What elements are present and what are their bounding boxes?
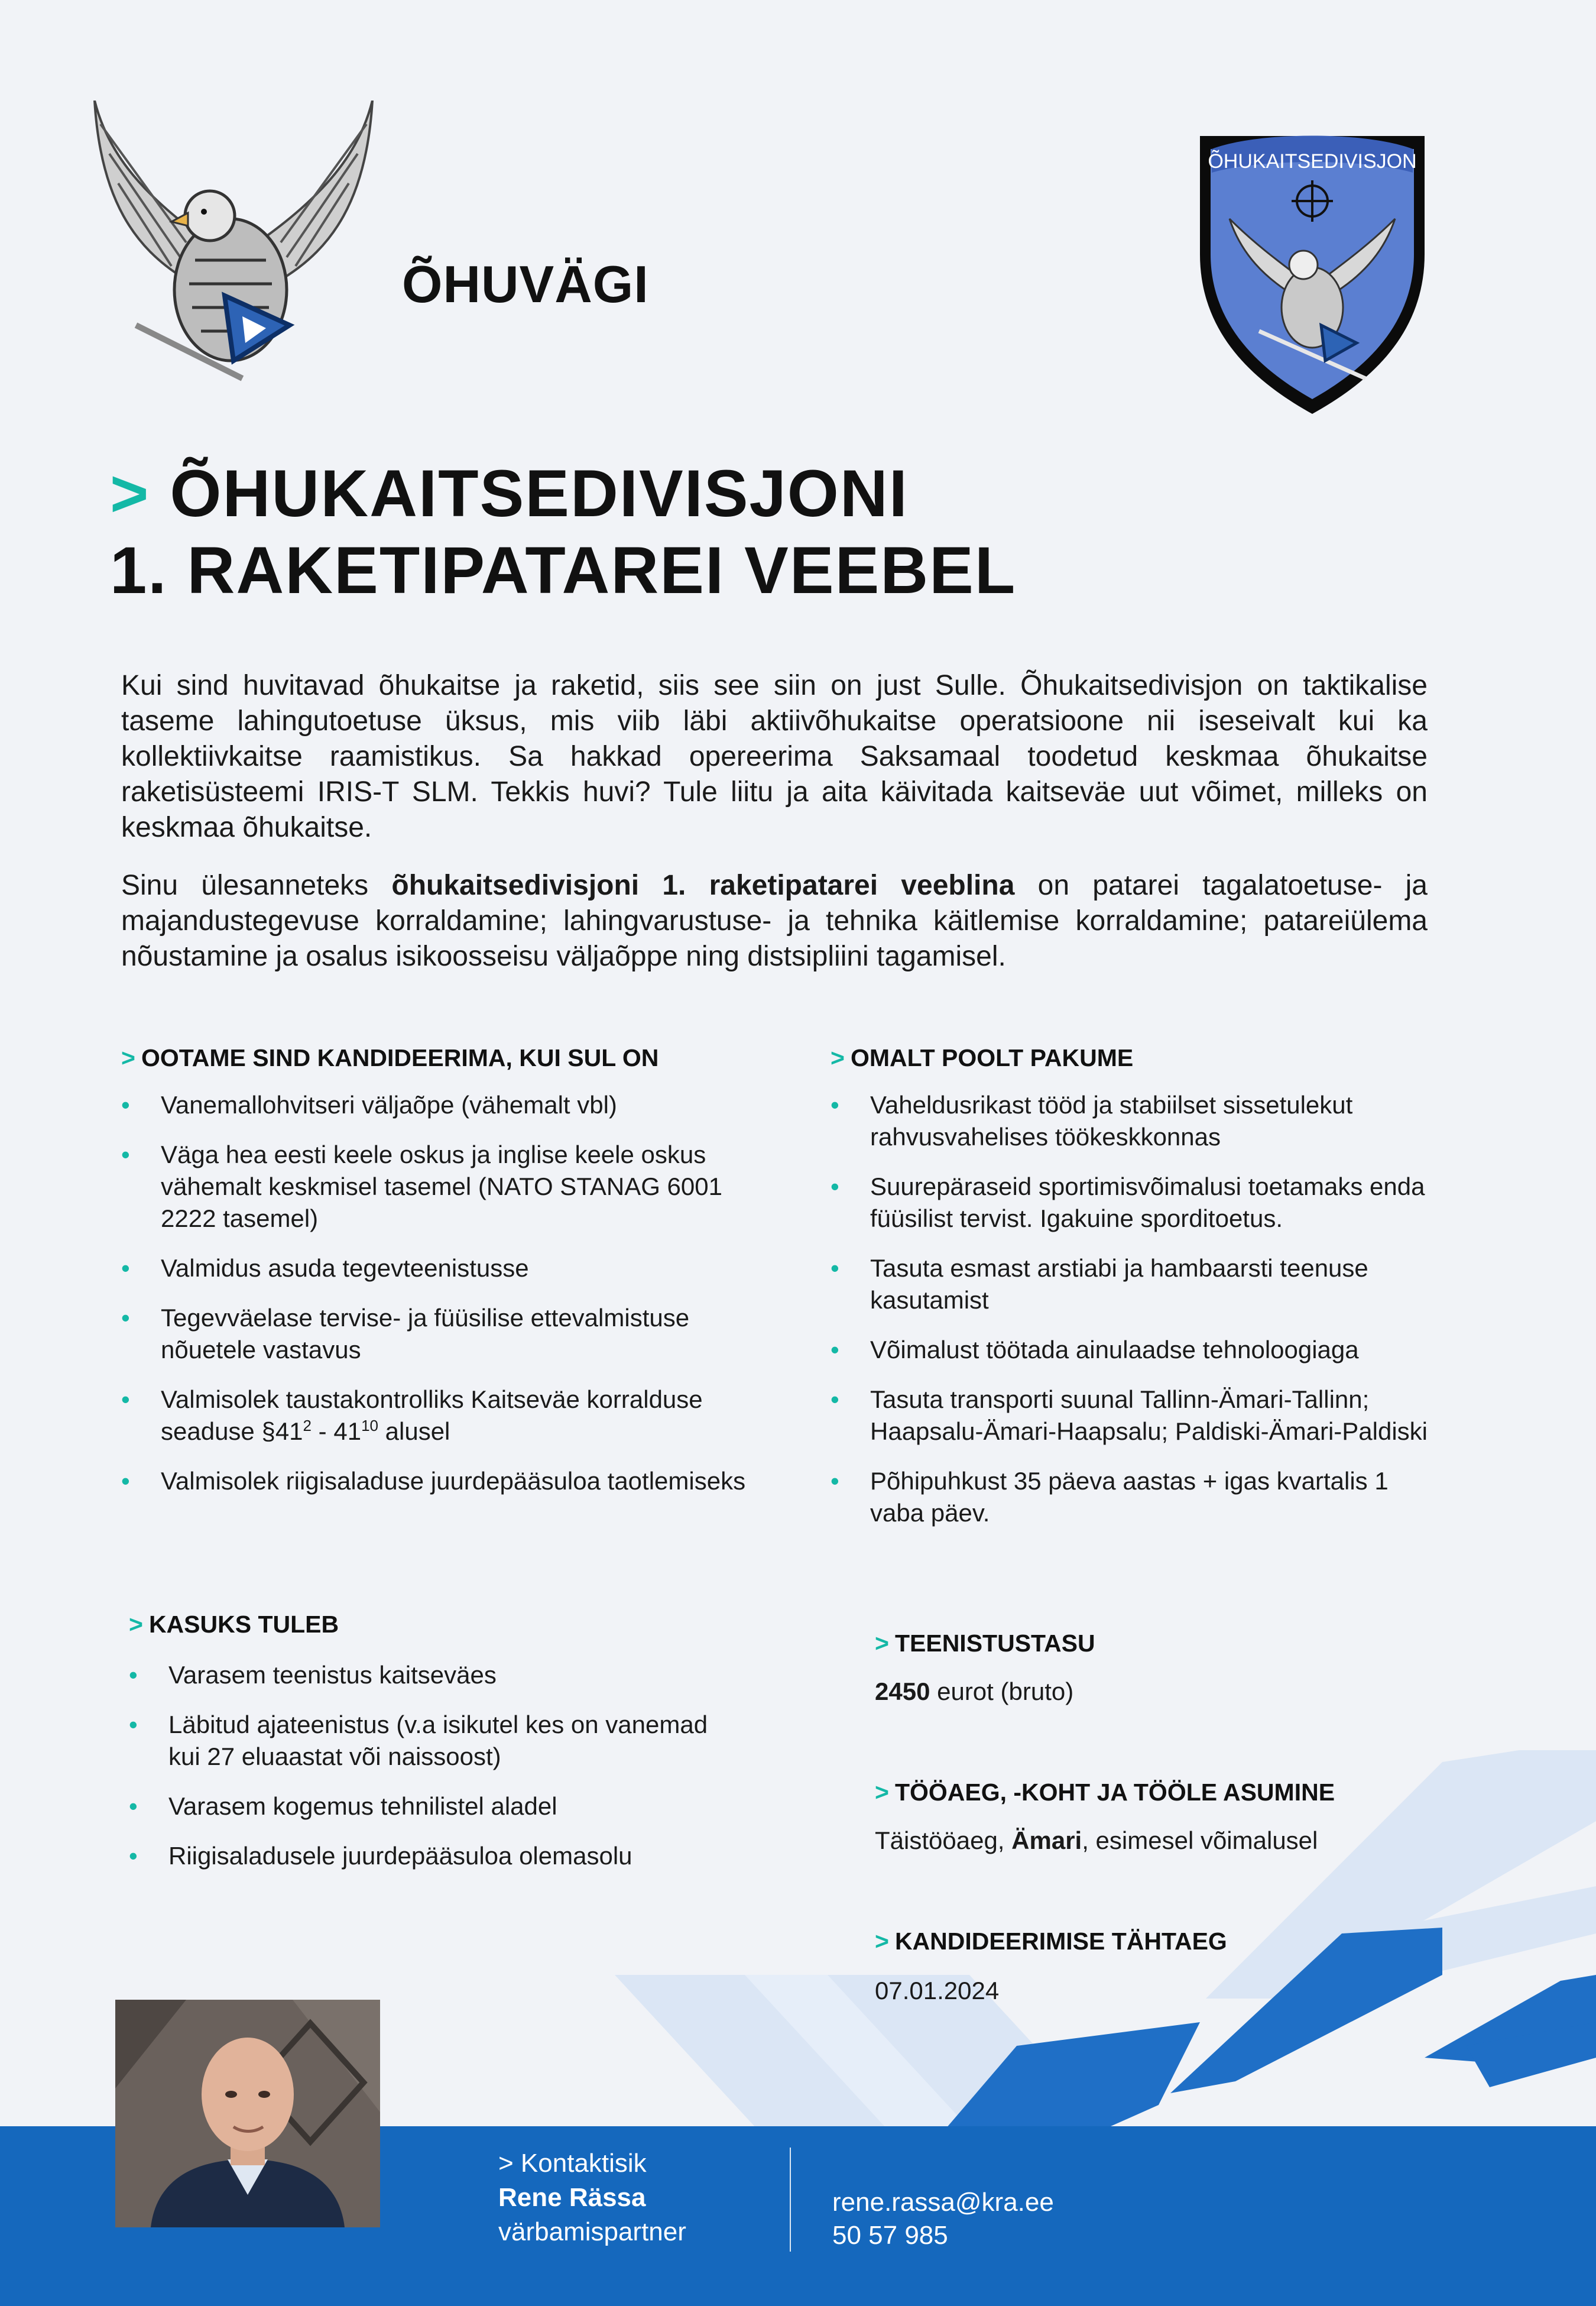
bullet-dot-icon: • [121, 1304, 130, 1332]
worktime-pre: Täistööaeg, [875, 1826, 1012, 1854]
offer-heading-text: OMALT POOLT PAKUME [850, 1044, 1134, 1071]
worktime-value [875, 1825, 1318, 1857]
air-defence-division-badge [1188, 124, 1436, 420]
salary-amount: 2450 [875, 1677, 930, 1705]
heading-arrow: > [875, 1779, 889, 1806]
list-item [831, 1171, 1428, 1235]
list-item [129, 1840, 732, 1872]
heading-arrow: > [129, 1611, 143, 1638]
job-title-line-1 [110, 455, 1470, 532]
air-force-eagle-emblem [83, 101, 384, 408]
requirements-heading-text: OOTAME SIND KANDIDEERIMA, KUI SUL ON [141, 1044, 659, 1071]
list-item-text: Varasem teenistus kaitseväes [168, 1661, 497, 1689]
salary-unit: eurot (bruto) [930, 1677, 1074, 1705]
intro-2-end: on patarei tagalatoetuse- ja majandustegevuse korraldamine; lahingvarustuse- ja tehnika käitlemise korraldamine; patareiülema nõustamine ja osalus isikoosseisu väljaõppe ning distsipliini tagamisel. [121, 870, 1428, 972]
heading-arrow: > [875, 1630, 889, 1657]
contact-phone[interactable]: 50 57 985 [832, 2221, 948, 2250]
list-item-text: Varasem kogemus tehnilistel aladel [168, 1792, 557, 1820]
list-item [121, 1302, 783, 1366]
list-item [121, 1139, 783, 1235]
bullet-dot-icon: • [121, 1467, 130, 1495]
list-item-text: Vaheldusrikast tööd ja stabiilset sissetulekut rahvusvahelises töökeskkonnas [870, 1091, 1353, 1151]
heading-arrow: > [121, 1044, 135, 1071]
item-5-sup-b: 10 [361, 1417, 378, 1434]
list-item [831, 1384, 1428, 1447]
bullet-dot-icon: • [831, 1336, 839, 1363]
bullet-dot-icon: • [831, 1173, 839, 1200]
list-item-text: Riigisaladusele juurdepääsuloa olemasolu [168, 1842, 632, 1870]
list-item [129, 1709, 732, 1773]
list-item-text [161, 1385, 703, 1445]
list-item-text: Väga hea eesti keele oskus ja inglise keele oskus vähemalt keskmisel tasemel (NATO STANAG 6001 2222 tasemel) [161, 1141, 722, 1232]
advantage-list [129, 1659, 732, 1890]
intro-paragraph-2 [121, 868, 1428, 974]
bullet-dot-icon: • [121, 1141, 130, 1168]
salary-heading-text: TEENISTUSTASU [894, 1630, 1095, 1657]
list-item [129, 1659, 732, 1691]
list-item [129, 1790, 732, 1822]
item-5-text-a: Valmisolek taustakontrolliks Kaitseväe korralduse seaduse §41 [161, 1385, 703, 1445]
title-line-1-text: ÕHUKAITSEDIVISJONI [170, 456, 909, 530]
bullet-dot-icon: • [129, 1792, 138, 1820]
bullet-dot-icon: • [121, 1385, 130, 1413]
list-item-text: Tasuta esmast arstiabi ja hambaarsti teenuse kasutamist [870, 1254, 1368, 1314]
title-arrow: > [110, 456, 150, 530]
salary-heading [875, 1630, 1095, 1657]
bullet-dot-icon: • [831, 1091, 839, 1119]
list-item-text: Valmidus asuda tegevteenistusse [161, 1254, 529, 1282]
requirements-heading [121, 1044, 658, 1072]
intro-paragraph-1: Kui sind huvitavad õhukaitse ja raketid, siis see siin on just Sulle. Õhukaitsedivisjon on taktikalise taseme lahingutoetuse üksus, mis viib läbi aktiivõhukaitse operatsioone nii iseseivalt kui ka kollektiivkaitse raamistikus. Sa hakkad opereerima Saksamaal toodetud keskmaa õhukaitse raketisüsteemi IRIS-T SLM. Tekkis huvi? Tule liitu ja aita käivitada kaitseväe uut võimet, milleks on keskmaa õhukaitse. [121, 670, 1428, 843]
item-5-sup-a: 2 [303, 1417, 312, 1434]
list-item [831, 1089, 1428, 1153]
salary-value [875, 1676, 1073, 1708]
bullet-dot-icon: • [129, 1661, 138, 1689]
heading-arrow: > [831, 1044, 845, 1071]
deadline-heading-text: KANDIDEERIMISE TÄHTAEG [894, 1928, 1227, 1955]
bullet-dot-icon: • [129, 1711, 138, 1738]
deadline-date: 07.01.2024 [875, 1977, 1000, 2004]
intro-2-start: Sinu ülesanneteks [121, 870, 392, 901]
list-item [831, 1465, 1428, 1529]
list-item [121, 1252, 783, 1284]
list-item [121, 1089, 783, 1121]
bullet-dot-icon: • [121, 1091, 130, 1119]
list-item-text: Tasuta transporti suunal Tallinn-Ämari-Tallinn; Haapsalu-Ämari-Haapsalu; Paldiski-Ämari-Paldiski [870, 1385, 1428, 1445]
requirements-list [121, 1089, 783, 1515]
list-item-text: Põhipuhkust 35 päeva aastas + igas kvartalis 1 vaba päev. [870, 1467, 1389, 1527]
worktime-heading-text: TÖÖAEG, -KOHT JA TÖÖLE ASUMINE [894, 1779, 1335, 1806]
job-title [110, 455, 1470, 609]
bullet-dot-icon: • [121, 1254, 130, 1282]
item-5-text-c: alusel [378, 1417, 450, 1445]
list-item [121, 1384, 783, 1447]
advantage-heading [129, 1611, 339, 1638]
bullet-dot-icon: • [831, 1467, 839, 1495]
brand-name: ÕHUVÄGI [402, 255, 649, 313]
job-title-line-2: 1. RAKETIPATAREI VEEBEL [110, 533, 1017, 607]
bullet-dot-icon: • [831, 1254, 839, 1282]
contact-photo-illustration [115, 2000, 380, 2227]
bullet-dot-icon: • [129, 1842, 138, 1870]
contact-name: Rene Rässa [498, 2183, 646, 2212]
list-item-text: Võimalust töötada ainulaadse tehnoloogiaga [870, 1336, 1359, 1363]
bullet-dot-icon: • [831, 1385, 839, 1413]
list-item [831, 1252, 1428, 1316]
worktime-post: , esimesel võimalusel [1082, 1826, 1318, 1854]
heading-arrow: > [875, 1928, 889, 1955]
list-item-text: Läbitud ajateenistus (v.a isikutel kes on vanemad kui 27 eluaastat või naissoost) [168, 1711, 708, 1770]
worktime-location: Ämari [1011, 1826, 1082, 1854]
list-item-text: Vanemallohvitseri väljaõpe (vähemalt vbl) [161, 1091, 617, 1119]
list-item-text: Tegevväelase tervise- ja füüsilise ettevalmistuse nõuetele vastavus [161, 1304, 690, 1363]
list-item [121, 1465, 783, 1497]
offer-list [831, 1089, 1428, 1547]
deadline-heading [875, 1928, 1227, 1955]
contact-label: > Kontaktisik [498, 2149, 647, 2178]
list-item-text: Suurepäraseid sportimisvõimalusi toetamaks enda füüsilist tervist. Igakuine sporditoetus. [870, 1173, 1425, 1232]
footer-divider [790, 2148, 791, 2252]
list-item [831, 1334, 1428, 1366]
contact-person-photo [115, 2000, 380, 2227]
advantage-heading-text: KASUKS TULEB [148, 1611, 339, 1638]
badge-text: ÕHUKAITSEDIVISJON [1208, 150, 1417, 173]
intro-2-bold: õhukaitsedivisjoni 1. raketipatarei veeblina [391, 870, 1015, 901]
list-item-text: Valmisolek riigisaladuse juurdepääsuloa taotlemiseks [161, 1467, 746, 1495]
worktime-heading [875, 1779, 1335, 1806]
offer-heading [831, 1044, 1133, 1072]
contact-role: värbamispartner [498, 2217, 686, 2246]
contact-email[interactable]: rene.rassa@kra.ee [832, 2188, 1054, 2217]
item-5-text-b: - 41 [312, 1417, 362, 1445]
